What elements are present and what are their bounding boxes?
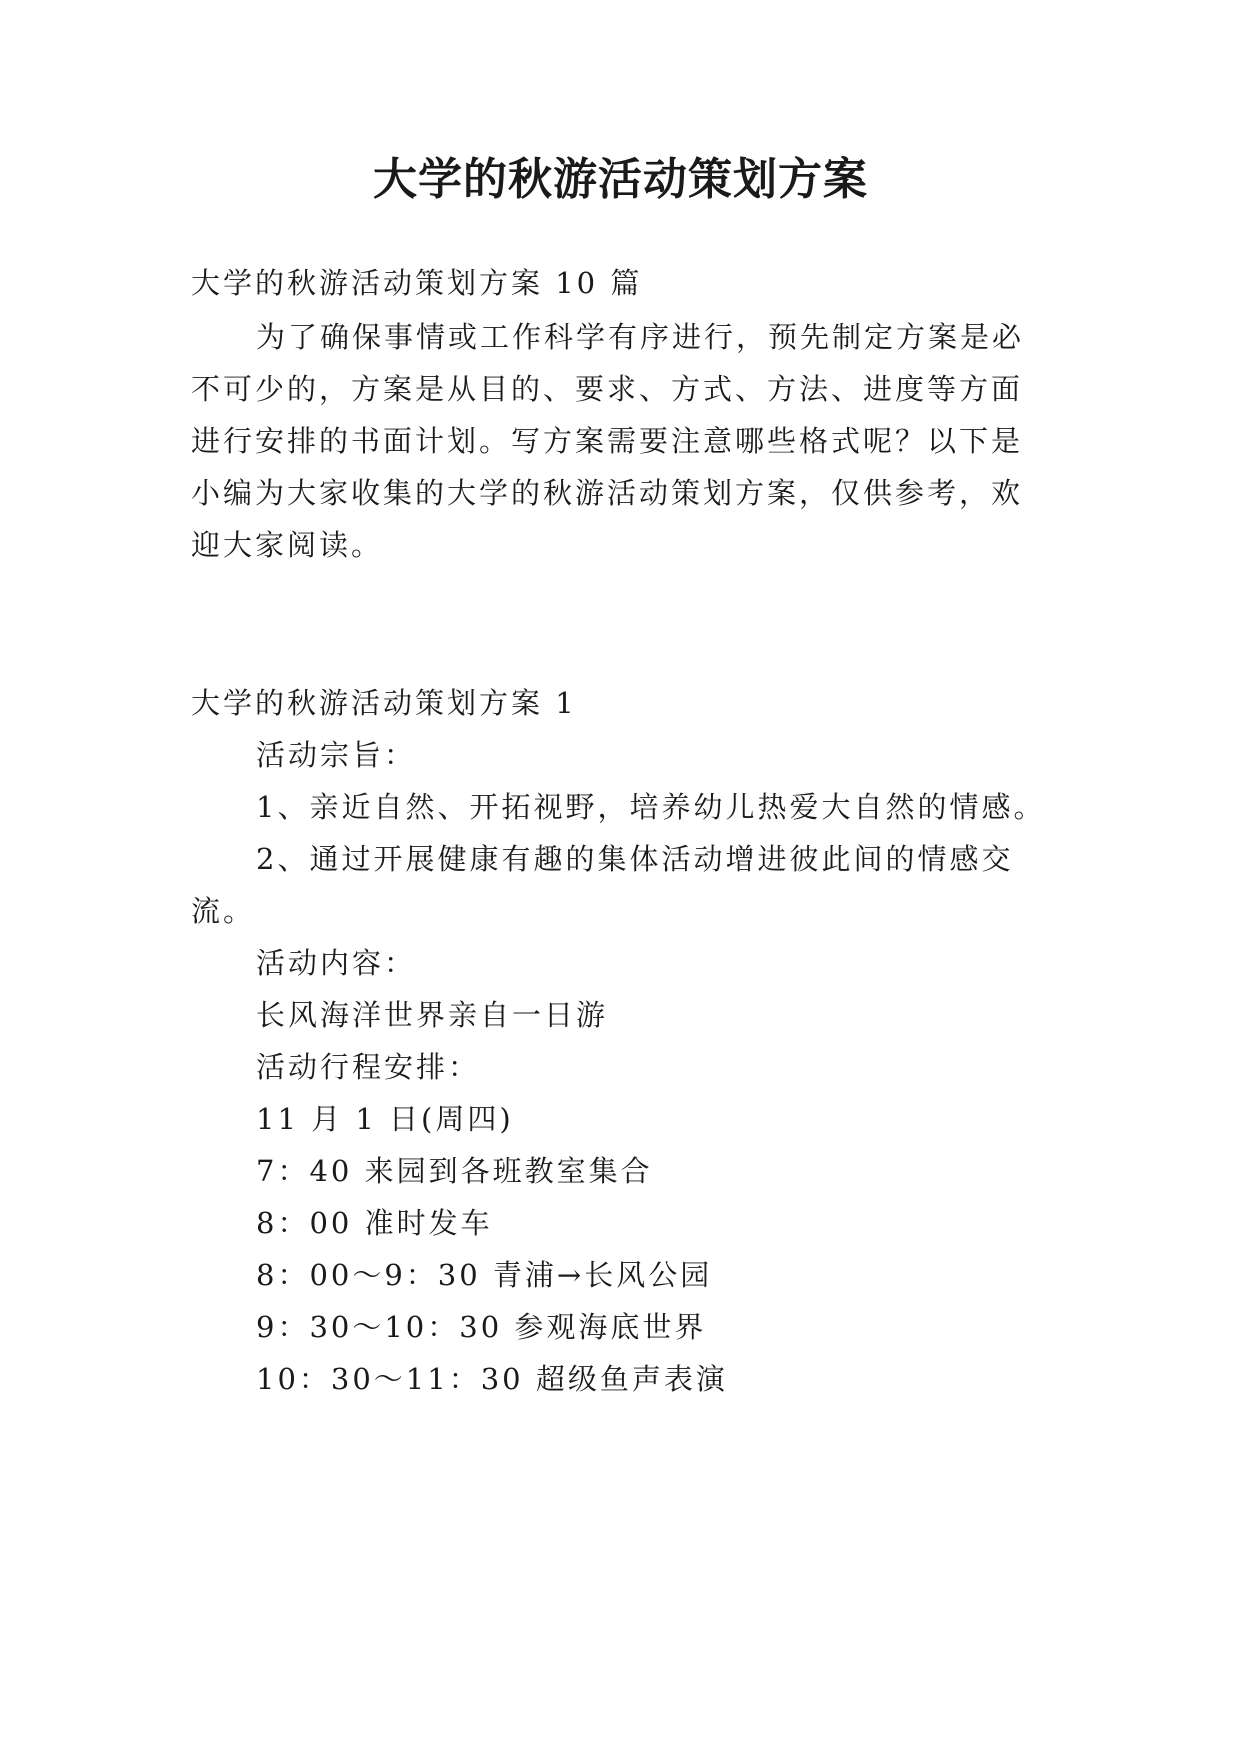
section-heading: 大学的秋游活动策划方案 1	[191, 686, 577, 720]
schedule-line: 8：00 准时发车	[256, 1206, 493, 1240]
schedule-line: 11 月 1 日(周四)	[256, 1102, 514, 1136]
schedule-line: 9：30～10：30 参观海底世界	[256, 1310, 707, 1344]
intro-paragraph-line: 为了确保事情或工作科学有序进行，预先制定方案是必	[256, 320, 1025, 354]
body-line: 2、通过开展健康有趣的集体活动增进彼此间的情感交	[256, 842, 1014, 876]
intro-paragraph-line: 迎大家阅读。	[191, 528, 384, 562]
body-line: 流。	[191, 894, 256, 928]
schedule-line: 10：30～11：30 超级鱼声表演	[256, 1362, 728, 1396]
intro-paragraph-line: 不可少的，方案是从目的、要求、方式、方法、进度等方面	[191, 372, 1024, 406]
body-line: 活动宗旨：	[256, 738, 417, 772]
subtitle-line: 大学的秋游活动策划方案 10 篇	[191, 266, 643, 300]
body-line: 活动行程安排：	[256, 1050, 481, 1084]
intro-paragraph-line: 小编为大家收集的大学的秋游活动策划方案，仅供参考，欢	[191, 476, 1024, 510]
body-line: 活动内容：	[256, 946, 417, 980]
intro-paragraph-line: 进行安排的书面计划。写方案需要注意哪些格式呢？以下是	[191, 424, 1024, 458]
document-title: 大学的秋游活动策划方案	[373, 154, 868, 205]
body-line: 长风海洋世界亲自一日游	[256, 998, 609, 1032]
body-line: 1、亲近自然、开拓视野，培养幼儿热爱大自然的情感。	[256, 790, 1046, 824]
schedule-line: 7：40 来园到各班教室集合	[256, 1154, 653, 1188]
schedule-line: 8：00～9：30 青浦→长风公园	[256, 1258, 713, 1292]
